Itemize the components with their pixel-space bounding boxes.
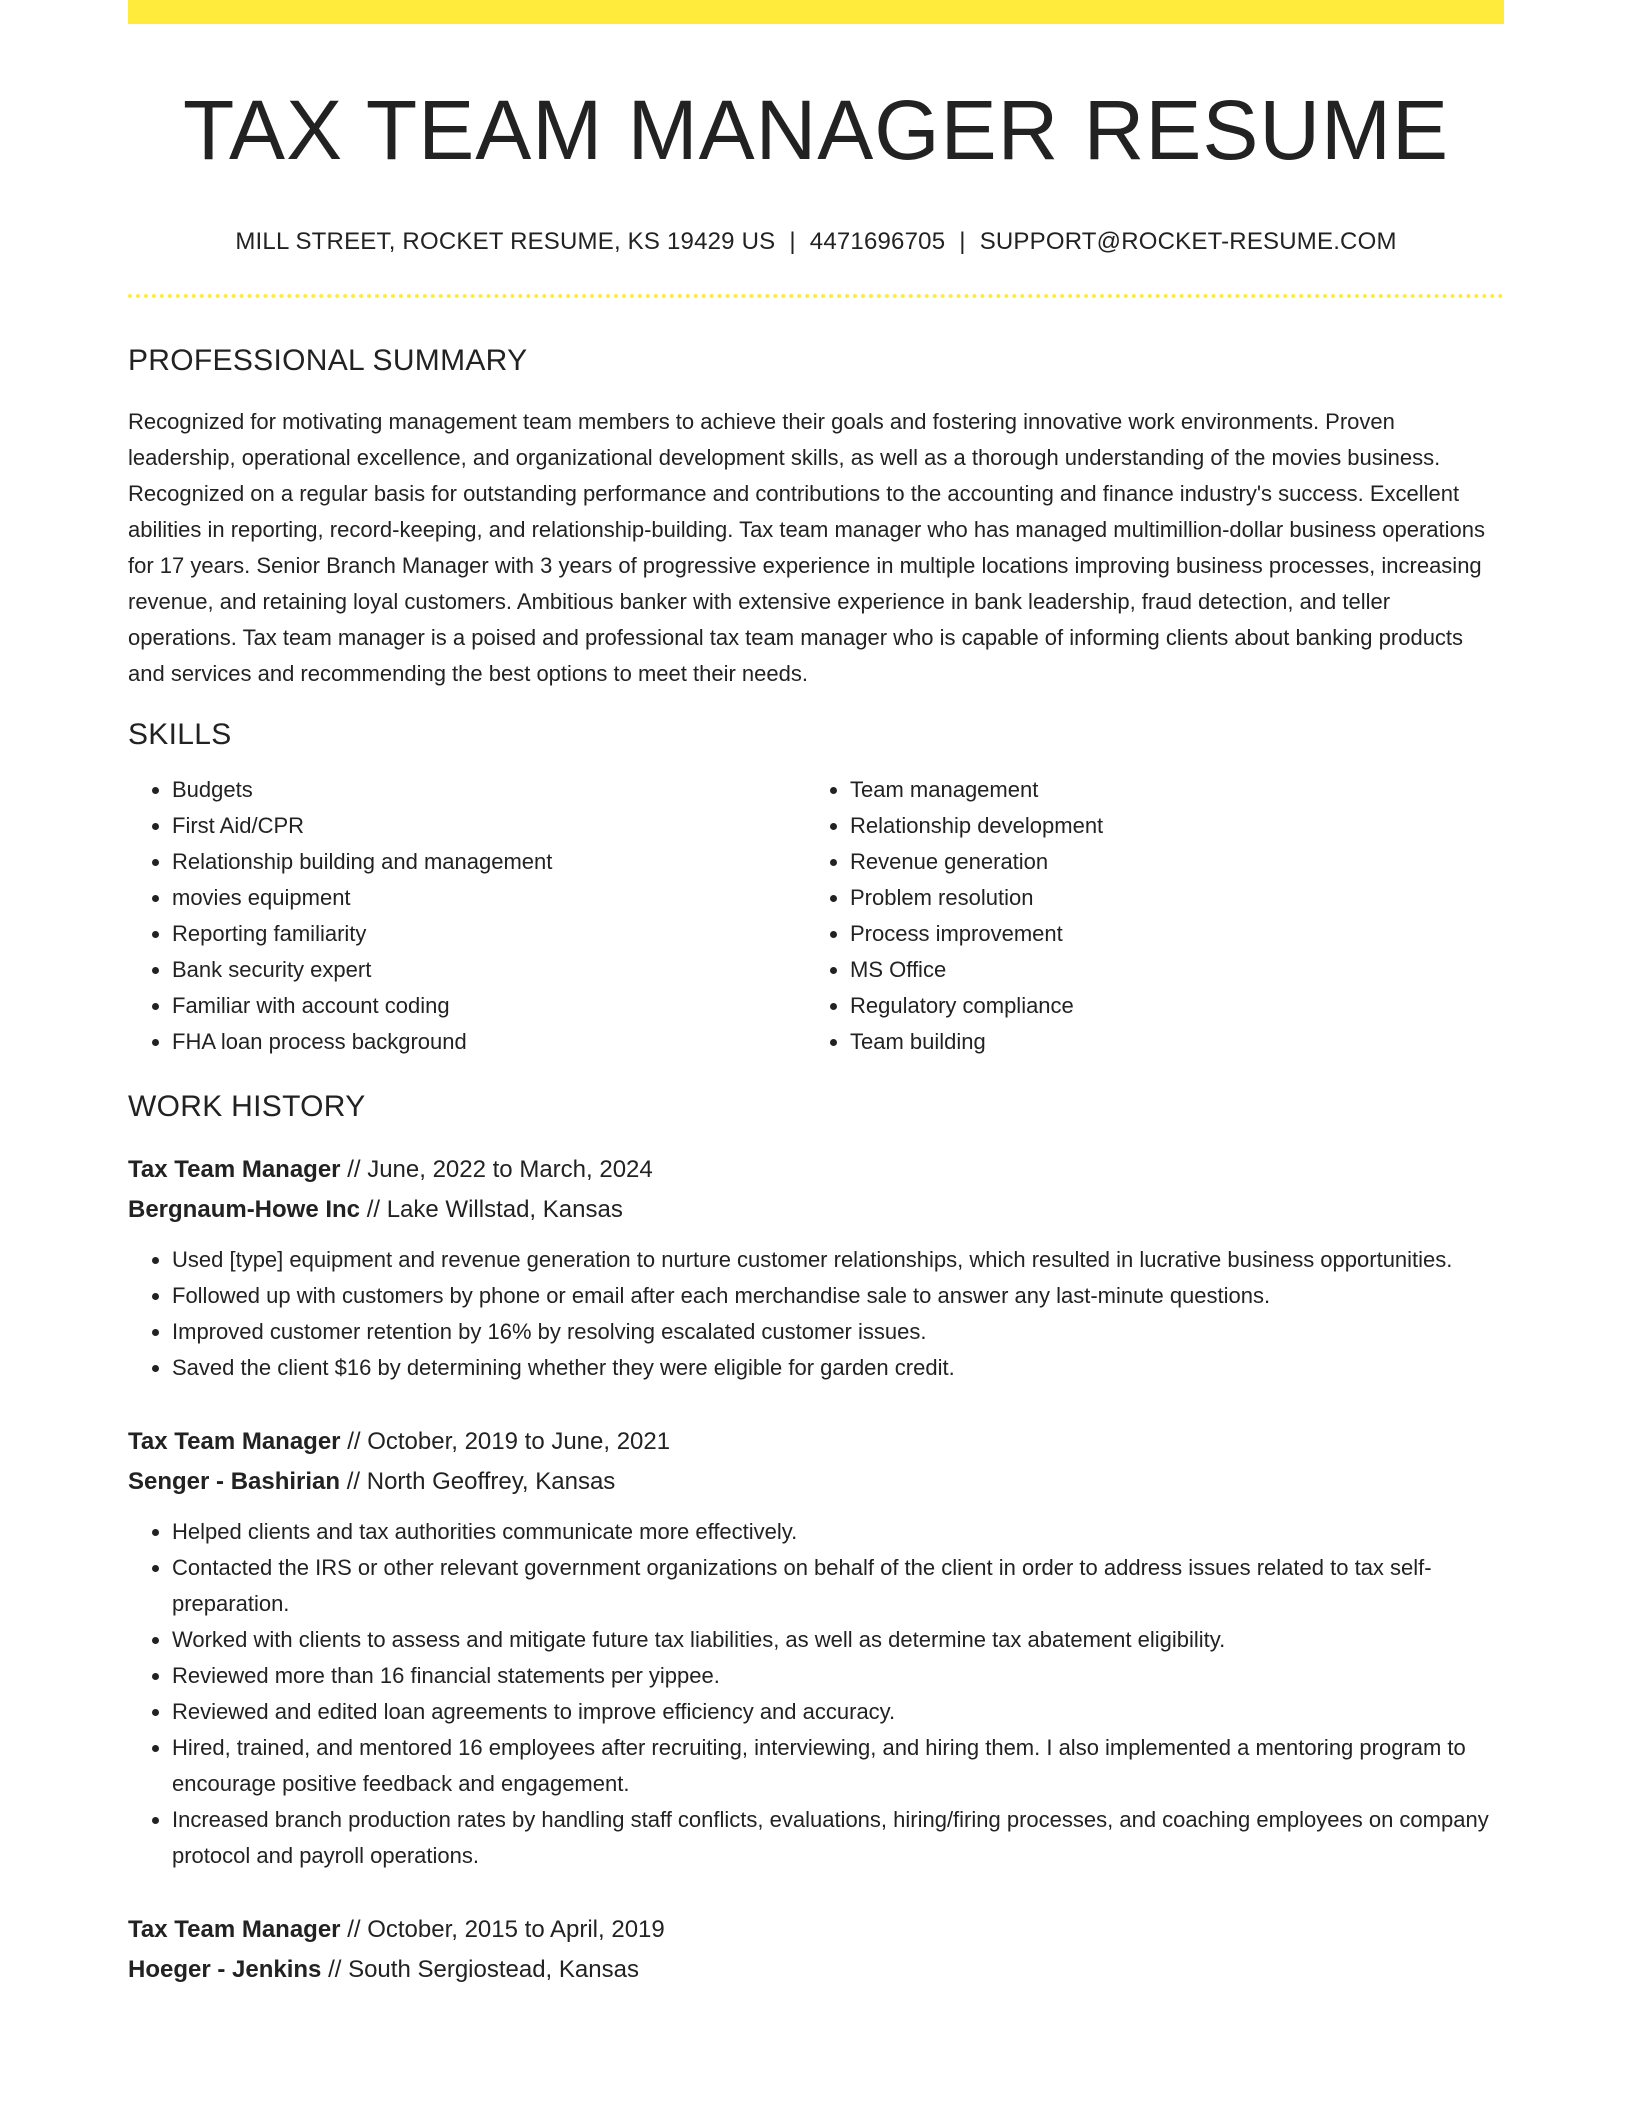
skill-item: • First Aid/CPR <box>172 808 806 844</box>
contact-email: SUPPORT@ROCKET-RESUME.COM <box>979 228 1397 256</box>
job-bullet: • Hired, trained, and mentored 16 employees after recruiting, interviewing, and hiring them. I also implemented a mentoring program to encourage positive feedback and engagement. <box>172 1730 1504 1802</box>
job-company-line <box>128 1950 1504 1990</box>
skill-item: • FHA loan process background <box>172 1024 806 1060</box>
job-title: Tax Team Manager <box>128 1428 341 1456</box>
skill-item: • Budgets <box>172 772 806 808</box>
summary-text: Recognized for motivating management team members to achieve their goals and fostering innovative work environments. Proven leadership, operational excellence, and organizational development skills, as well as a thorough understanding of the movies business. Recognized on a regular basis for outstanding performance and contributions to the accounting and finance industry's success. Excellent abilities in reporting, record-keeping, and relationship-building. Tax team manager who has managed multimillion-dollar business operations for 17 years. Senior Branch Manager with 3 years of progressive experience in multiple locations improving business processes, increasing revenue, and retaining loyal customers. Ambitious banker with extensive experience in bank leadership, fraud detection, and teller operations. Tax team manager is a poised and professional tax team manager who is capable of informing clients about banking products and services and recommending the best options to meet their needs. <box>128 409 1486 687</box>
job-location: // North Geoffrey, Kansas <box>340 1468 616 1496</box>
resume-page <box>128 0 1504 1990</box>
job-dates: // June, 2022 to March, 2024 <box>340 1156 653 1184</box>
job-company: Senger - Bashirian <box>128 1468 341 1496</box>
job-dates: // October, 2019 to June, 2021 <box>340 1428 671 1456</box>
job-bullets <box>128 1242 1504 1386</box>
skills-heading: SKILLS <box>128 718 232 752</box>
dotted-divider <box>128 294 1504 298</box>
skill-item: • Relationship development <box>850 808 1484 844</box>
job-title: Tax Team Manager <box>128 1156 341 1184</box>
job-bullet: • Used [type] equipment and revenue generation to nurture customer relationships, which resulted in lucrative business opportunities. <box>172 1242 1504 1278</box>
job-bullet: • Followed up with customers by phone or email after each merchandise sale to answer any last-minute questions. <box>172 1278 1504 1314</box>
job-entry <box>128 1150 1504 1386</box>
work-history-heading: WORK HISTORY <box>128 1090 366 1124</box>
job-bullet: • Worked with clients to assess and mitigate future tax liabilities, as well as determine tax abatement eligibility. <box>172 1622 1504 1658</box>
skill-item: • Relationship building and management <box>172 844 806 880</box>
job-title-line <box>128 1422 1504 1462</box>
job-title-line <box>128 1150 1504 1190</box>
summary-heading: PROFESSIONAL SUMMARY <box>128 344 528 378</box>
job-company: Hoeger - Jenkins <box>128 1956 322 1984</box>
contact-address: MILL STREET, ROCKET RESUME, KS 19429 US <box>235 228 776 256</box>
skill-item: • Process improvement <box>850 916 1484 952</box>
skill-item: • movies equipment <box>172 880 806 916</box>
page-title: TAX TEAM MANAGER RESUME <box>182 83 1450 177</box>
job-bullet: • Reviewed more than 16 financial statements per yippee. <box>172 1658 1504 1694</box>
job-location: // South Sergiostead, Kansas <box>321 1956 639 1984</box>
skills-columns <box>128 772 1504 1060</box>
job-bullet: • Reviewed and edited loan agreements to improve efficiency and accuracy. <box>172 1694 1504 1730</box>
skills-list-left <box>128 772 806 1060</box>
job-company-line <box>128 1190 1504 1230</box>
skill-item: • Team building <box>850 1024 1484 1060</box>
job-bullet: • Increased branch production rates by handling staff conflicts, evaluations, hiring/firing processes, and coaching employees on company protocol and payroll operations. <box>172 1802 1504 1874</box>
job-bullet: • Helped clients and tax authorities communicate more effectively. <box>172 1514 1504 1550</box>
skill-item: • MS Office <box>850 952 1484 988</box>
accent-top-bar <box>128 0 1504 24</box>
job-company-line <box>128 1462 1504 1502</box>
skill-item: • Revenue generation <box>850 844 1484 880</box>
contact-phone: 4471696705 <box>809 228 946 256</box>
skills-list-right <box>806 772 1484 1060</box>
job-dates: // October, 2015 to April, 2019 <box>340 1916 665 1944</box>
job-bullets <box>128 1514 1504 1874</box>
contact-separator: | <box>789 228 796 256</box>
job-location: // Lake Willstad, Kansas <box>360 1196 623 1224</box>
skill-item: • Regulatory compliance <box>850 988 1484 1024</box>
skill-item: • Problem resolution <box>850 880 1484 916</box>
job-company: Bergnaum-Howe Inc <box>128 1196 361 1224</box>
job-entry <box>128 1422 1504 1874</box>
contact-line <box>128 228 1504 256</box>
contact-separator: | <box>959 228 966 256</box>
skill-item: • Familiar with account coding <box>172 988 806 1024</box>
skill-item: • Bank security expert <box>172 952 806 988</box>
job-entry <box>128 1910 1504 1990</box>
job-title: Tax Team Manager <box>128 1916 341 1944</box>
skill-item: • Reporting familiarity <box>172 916 806 952</box>
job-bullet: • Contacted the IRS or other relevant government organizations on behalf of the client in order to address issues related to tax self-preparation. <box>172 1550 1504 1622</box>
job-bullet: • Saved the client $16 by determining whether they were eligible for garden credit. <box>172 1350 1504 1386</box>
skill-item: • Team management <box>850 772 1484 808</box>
job-title-line <box>128 1910 1504 1950</box>
job-bullet: • Improved customer retention by 16% by resolving escalated customer issues. <box>172 1314 1504 1350</box>
